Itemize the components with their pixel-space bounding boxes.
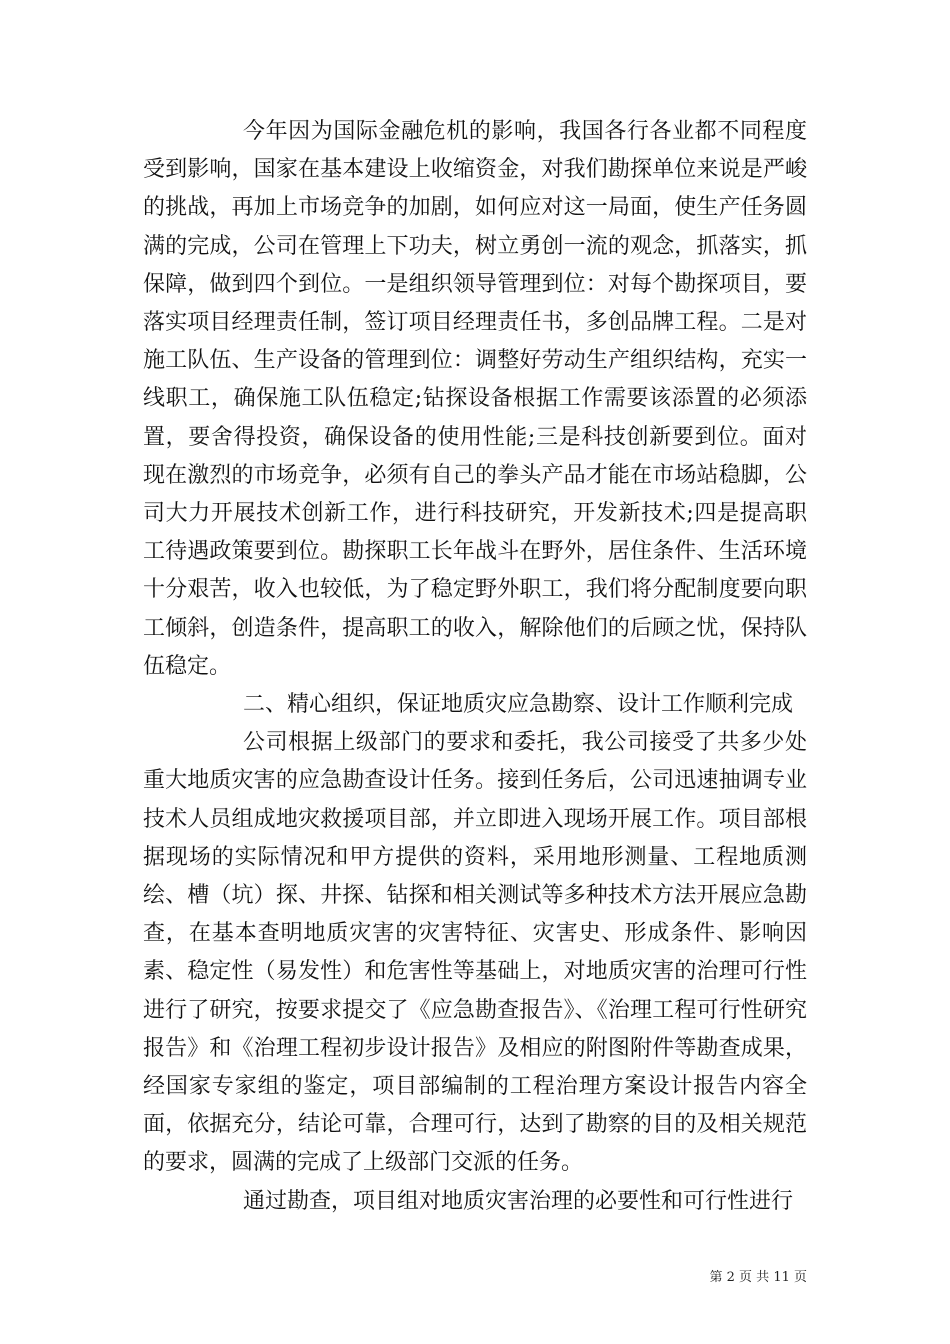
body-text [143,113,807,1221]
paragraph-financial-crisis: 今年因为国际金融危机的影响，我国各行各业都不同程度受到影响，国家在基本建设上收缩资金，对我们勘探单位来说是严峻的挑战，再加上市场竞争的加剧，如何应对这一局面，使生产任务圆满的完成，公司在管理上下功夫，树立勇创一流的观念，抓落实，抓保障，做到四个到位。一是组织领导管理到位：对每个勘探项目，要落实项目经理责任制，签订项目经理责任书，多创品牌工程。二是对施工队伍、生产设备的管理到位：调整好劳动生产组织结构，充实一线职工，确保施工队伍稳定;钻探设备根据工作需要该添置的必须添置，要舍得投资，确保设备的使用性能;三是科技创新要到位。面对现在激烈的市场竞争，必须有自己的拳头产品才能在市场站稳脚，公司大力开展技术创新工作，进行科技研究，开发新技术;四是提高职工待遇政策要到位。勘探职工长年战斗在野外，居住条件、生活环境十分艰苦，收入也较低，为了稳定野外职工，我们将分配制度要向职工倾斜，创造条件，提高职工的收入，解除他们的后顾之忧，保持队伍稳定。 [143,119,807,679]
paragraph-continuation: 通过勘查，项目组对地质灾害治理的必要性和可行性进行 [243,1188,794,1214]
section-heading: 二、精心组织，保证地质灾应急勘察、设计工作顺利完成 [243,692,794,718]
paragraph-emergency-survey: 公司根据上级部门的要求和委托，我公司接受了共多少处重大地质灾害的应急勘查设计任务。接到任务后，公司迅速抽调专业技术人员组成地灾救援项目部，并立即进入现场开展工作。项目部根据现场的实际情况和甲方提供的资料，采用地形测量、工程地质测绘、槽（坑）探、井探、钻探和相关测试等多种技术方法开展应急勘查，在基本查明地质灾害的灾害特征、灾害史、形成条件、影响因素、稳定性（易发性）和危害性等基础上，对地质灾害的治理可行性进行了研究，按要求提交了《应急勘查报告》、《治理工程可行性研究报告》和《治理工程初步设计报告》及相应的附图附件等勘查成果，经国家专家组的鉴定，项目部编制的工程治理方案设计报告内容全面，依据充分，结论可靠，合理可行，达到了勘察的目的及相关规范的要求，圆满的完成了上级部门交派的任务。 [143,730,807,1176]
page-number-footer: 第 2 页 共 11 页 [709,1270,807,1285]
